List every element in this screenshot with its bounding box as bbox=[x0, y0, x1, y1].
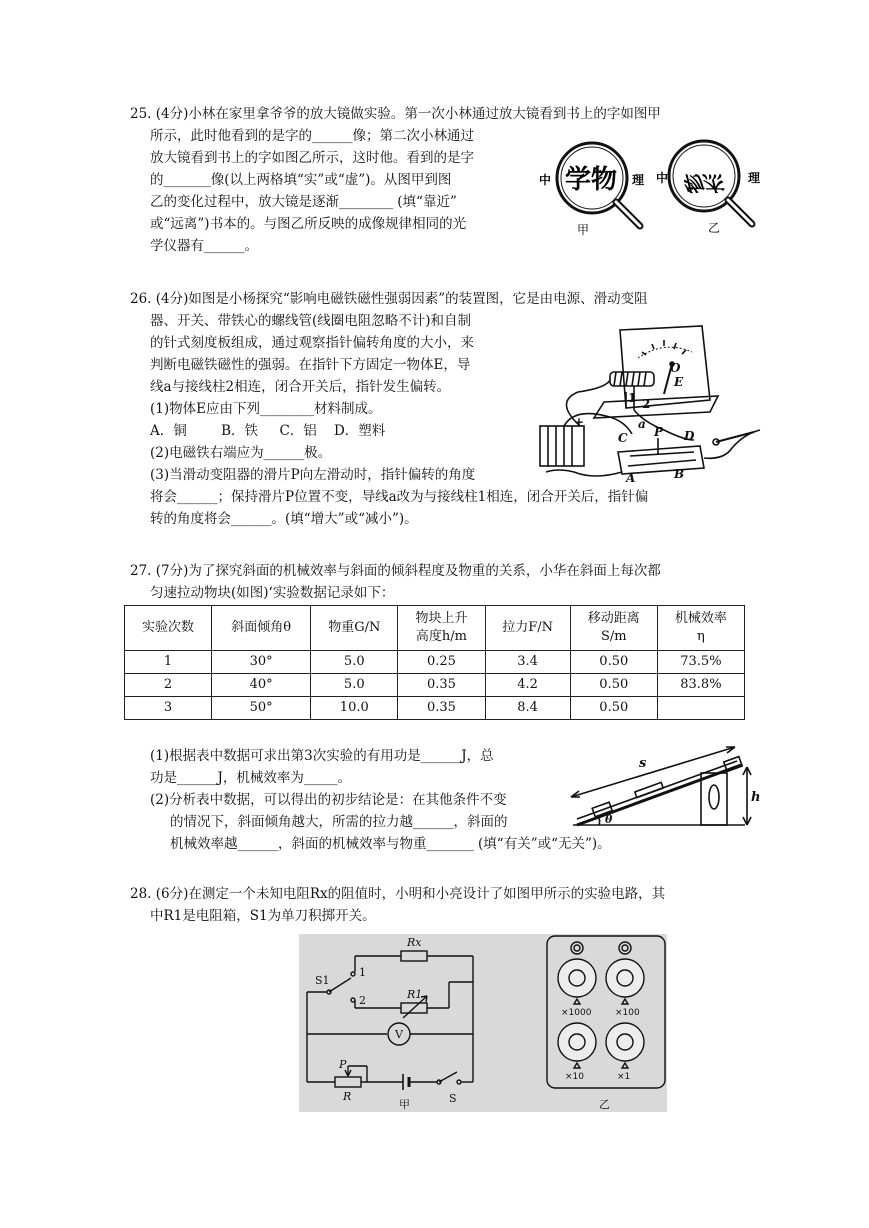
table-cell: 40° bbox=[212, 674, 311, 697]
q26-line: 将会______；保持滑片P位置不变，导线a改为与接线柱1相连，闭合开关后，指针偏 bbox=[150, 489, 649, 505]
label-h: h bbox=[751, 790, 761, 805]
q27-question: 的情况下，斜面倾角越大，所需的拉力越______，斜面的 bbox=[170, 814, 508, 830]
label-C: C bbox=[618, 431, 628, 445]
q26-line: (1)物体E应由下列________材料制成。 bbox=[150, 401, 382, 417]
table-cell: 0.50 bbox=[570, 651, 657, 674]
q27-question: (1)根据表中数据可求出第3次实验的有用功是______J，总 bbox=[150, 748, 494, 764]
lens-a-label: 甲 bbox=[577, 223, 590, 237]
lens-a-text: 学物 bbox=[565, 165, 618, 195]
q25-line: 学仪器有______。 bbox=[150, 238, 258, 254]
q25-line: 放大镜看到书上的字如图乙所示，这时他。看到的是字 bbox=[150, 150, 474, 166]
label-P: P bbox=[339, 1058, 347, 1071]
q28-line: 中R1是电阻箱，S1为单刀积掷开关。 bbox=[150, 908, 376, 924]
incline-figure bbox=[565, 745, 765, 830]
label-R: R bbox=[343, 1090, 352, 1103]
table-cell: 4.2 bbox=[485, 674, 570, 697]
table-cell: 0.50 bbox=[570, 674, 657, 697]
label-O: O bbox=[670, 361, 681, 375]
label-E: E bbox=[674, 375, 684, 389]
q26-options: A．铜 B．铁 C．铝 D．塑料 bbox=[150, 423, 386, 439]
table-header-row bbox=[125, 606, 745, 651]
table-cell: 30° bbox=[212, 651, 311, 674]
table-header-cell: 机械效率 η bbox=[657, 606, 744, 651]
table-header-cell: 物块上升 高度h/m bbox=[398, 606, 485, 651]
label-jia: 甲 bbox=[399, 1098, 410, 1111]
table-cell: 83.8% bbox=[657, 674, 744, 697]
table-header-cell: 物重G/N bbox=[311, 606, 398, 651]
label-S1: S1 bbox=[315, 974, 330, 987]
table-row bbox=[125, 651, 745, 674]
q27-line: 匀速拉动物块(如图)‘实验数据记录如下： bbox=[150, 585, 395, 601]
label-n1: 1 bbox=[359, 966, 366, 979]
table-cell: 10.0 bbox=[311, 697, 398, 720]
label-R1: R1 bbox=[407, 988, 423, 1001]
label-x100: ×100 bbox=[615, 1008, 640, 1018]
q25-line: 所示，此时他看到的是字的______像；第二次小林通过 bbox=[150, 128, 474, 144]
magnifier-figure bbox=[532, 130, 772, 240]
table-cell: 50° bbox=[212, 697, 311, 720]
q26-line: 的针式刻度板组成，通过观察指针偏转角度的大小，来 bbox=[150, 335, 474, 351]
table-cell: 3 bbox=[125, 697, 212, 720]
label-n2: 2 bbox=[359, 994, 366, 1007]
label-a: a bbox=[638, 417, 646, 431]
q28-line: 28. (6分)在测定一个未知电阻Rx的阻值时，小明和小亮设计了如图甲所示的实验电路，其 bbox=[130, 886, 666, 902]
question-28 bbox=[130, 883, 750, 927]
experiment-table bbox=[124, 605, 745, 720]
q25-line: 的_______像(以上两格填“实”或“虚”)。从图甲到图 bbox=[150, 172, 452, 188]
label-n1: 1 bbox=[628, 391, 637, 405]
table-cell: 8.4 bbox=[485, 697, 570, 720]
table-cell bbox=[657, 697, 744, 720]
label-S: S bbox=[449, 1092, 457, 1105]
q27-question: 机械效率越______，斜面的机械效率与物重_______ (填“有关”或“无关”)。 bbox=[170, 836, 611, 852]
q27-line: 27. (7分)为了探究斜面的机械效率与斜面的倾斜程度及物重的关系，小华在斜面上每次都 bbox=[130, 563, 661, 579]
table-cell: 2 bbox=[125, 674, 212, 697]
label-s: s bbox=[639, 756, 647, 771]
label-plus: + bbox=[574, 415, 585, 429]
table-cell: 5.0 bbox=[311, 651, 398, 674]
label-x1000: ×1000 bbox=[561, 1008, 592, 1018]
lens-b-text: 物杰 bbox=[682, 171, 722, 195]
label-B: B bbox=[674, 467, 685, 481]
q27-question: 功是______J，机械效率为_____。 bbox=[150, 770, 352, 786]
table-cell: 1 bbox=[125, 651, 212, 674]
question-27 bbox=[130, 560, 750, 604]
table-row bbox=[125, 697, 745, 720]
q26-line: (2)电磁铁右端应为______极。 bbox=[150, 445, 332, 461]
table-cell: 0.35 bbox=[398, 674, 485, 697]
table-header-cell: 实验次数 bbox=[125, 606, 212, 651]
lens-b-label: 乙 bbox=[708, 221, 721, 235]
label-theta: θ bbox=[605, 813, 613, 826]
label-A: A bbox=[626, 471, 636, 485]
electromagnet-apparatus-figure bbox=[534, 322, 766, 487]
label-x10: ×10 bbox=[565, 1072, 584, 1082]
table-cell: 3.4 bbox=[485, 651, 570, 674]
q26-line: 器、开关、带铁心的螺线管(线圈电阻忽略不计)和自制 bbox=[150, 313, 472, 329]
circuit-and-resistance-box-figure bbox=[299, 934, 667, 1112]
lens-a-right-char: 理 bbox=[632, 173, 645, 187]
q26-line: 转的角度将会______。(填“增大”或“减小”)。 bbox=[150, 511, 418, 527]
table-header-cell: 移动距离 S/m bbox=[570, 606, 657, 651]
q26-line: 判断电磁铁磁性的强弱。在指针下方固定一物体E，导 bbox=[150, 357, 471, 373]
q26-line: (3)当滑动变阻器的滑片P向左滑动时，指针偏转的角度 bbox=[150, 467, 476, 483]
label-D: D bbox=[684, 429, 695, 443]
label-V: V bbox=[395, 1028, 403, 1041]
label-x1: ×1 bbox=[617, 1072, 631, 1082]
q26-line: 26. (4分)如图是小杨探究“影响电磁铁磁性强弱因素”的装置图，它是由电源、滑动变阻 bbox=[130, 291, 648, 307]
lens-b-right-char: 理 bbox=[748, 171, 761, 185]
table-cell: 0.25 bbox=[398, 651, 485, 674]
label-yi: 乙 bbox=[599, 1098, 610, 1111]
table-header-cell: 拉力F/N bbox=[485, 606, 570, 651]
q27-question: (2)分析表中数据，可以得出的初步结论是：在其他条件不变 bbox=[150, 792, 507, 808]
table-cell: 0.35 bbox=[398, 697, 485, 720]
lens-b-left-char: 中 bbox=[656, 171, 669, 185]
q25-line: 乙的变化过程中，放大镜是逐渐________ (填“靠近” bbox=[150, 194, 457, 210]
label-P: P bbox=[654, 425, 664, 439]
table-row bbox=[125, 674, 745, 697]
table-header-cell: 斜面倾角θ bbox=[212, 606, 311, 651]
label-n2: 2 bbox=[642, 397, 651, 411]
q25-line: 或“远离”)书本的。与图乙所反映的成像规律相同的光 bbox=[150, 216, 467, 232]
q26-line: 线a与接线柱2相连，闭合开关后，指针发生偏转。 bbox=[150, 379, 451, 395]
table-cell: 73.5% bbox=[657, 651, 744, 674]
table-cell: 0.50 bbox=[570, 697, 657, 720]
q25-line: 25. (4分)小林在家里拿爷爷的放大镜做实验。第一次小林通过放大镜看到书上的字如图甲 bbox=[130, 106, 661, 122]
label-Rx: Rx bbox=[407, 936, 422, 949]
table-cell: 5.0 bbox=[311, 674, 398, 697]
lens-a-left-char: 中 bbox=[539, 173, 552, 187]
